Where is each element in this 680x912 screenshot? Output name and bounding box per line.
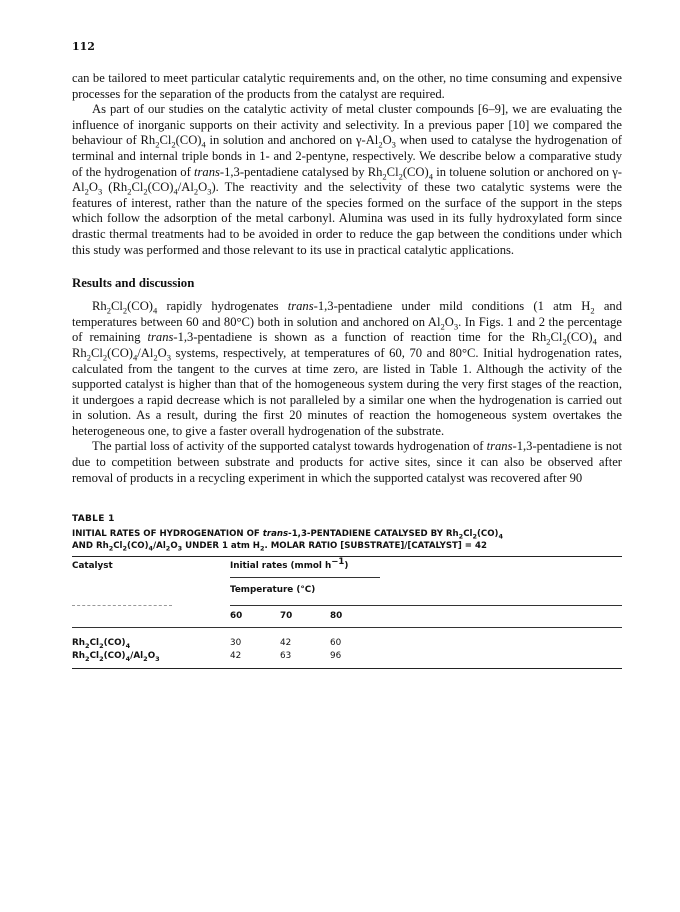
header-catalyst: Catalyst xyxy=(72,561,113,572)
cell: 96 xyxy=(330,651,342,662)
header-temp-80: 80 xyxy=(330,611,343,622)
header-temp-60: 60 xyxy=(230,611,243,622)
page-number: 112 xyxy=(72,40,95,53)
row-name: $Rh_2Cl_2(CO)_4$ xyxy=(72,638,131,650)
table-row xyxy=(72,638,622,651)
header-initial-rates: Initial rates (mmol $h^{-1}$) xyxy=(230,557,349,572)
header-temp-70: 70 xyxy=(280,611,293,622)
cell: 60 xyxy=(330,638,342,649)
page xyxy=(72,40,622,669)
cell: 30 xyxy=(230,638,242,649)
table-caption: INITIAL RATES OF HYDROGENATION OF trans-1,3-PENTADIENE CATALYSED BY $Rh_2Cl_2(CO)_4$ AND $Rh_2Cl_2(CO)_4/Al_2O_3$ UNDER 1 atm $H_2$. MOLAR RATIO [SUBSTRATE]/[CATALYST] = 42 xyxy=(72,529,503,553)
paragraph-1: can be tailored to meet particular catalytic requirements and, on the other, no time consuming and expensive processes for the separation of the products from the catalyst are required. xyxy=(72,71,622,101)
table-body xyxy=(72,557,622,669)
table-row xyxy=(72,651,622,664)
header-temperature: Temperature (°C) xyxy=(230,585,316,596)
table-label: TABLE 1 xyxy=(72,514,115,525)
cell: 42 xyxy=(280,638,292,649)
paragraph-3: $Rh_2Cl_2(CO)_4$ rapidly hydrogenates trans-1,3-pentadiene under mild conditions (1 atm $H_2$ and temperatures between 60 and 80°C) both in solution and anchored on $Al_2O_3$. In Figs. 1 and 2 the percentage of remaining trans-1,3-pentadiene is shown as a function of reaction time for the $Rh_2Cl_2(CO)_4$ and $Rh_2Cl_2(CO)_4/Al_2O_3$ systems, respectively, at temperatures of 60, 70 and 80°C. Initial hydrogenation rates, calculated from the tangent to the curves at time zero, are listed in Table 1. Although the activity of the supported catalyst is higher than that of the homogeneous system during the very first stages of the reaction, it undergoes a rapid decrease which is not paralleled by a similar one when the hydrogenation is carried out in solution. As a result, during the first 20 minutes of reaction the homogeneous system overtakes the heterogeneous one, to give a faster overall hydrogenation of the substrate. xyxy=(72,299,622,438)
table-1 xyxy=(72,514,622,669)
paragraph-4: The partial loss of activity of the supported catalyst towards hydrogenation of trans-1,3-pentadiene is not due to competition between substrate and products for active sites, since it can also be observed after removal of products in a recycling experiment in which the supported catalyst was recovered after 90 xyxy=(72,439,622,485)
paragraph-2: As part of our studies on the catalytic activity of metal cluster compounds [6–9], we are evaluating the influence of inorganic supports on their activity and selectivity. In a previous paper [10] we compared the behaviour of $Rh_2Cl_2(CO)_4$ in solution and anchored on $\gamma-Al_2O_3$ when used to catalyse the hydrogenation of terminal and internal triple bonds in 1- and 2-pentyne, respectively. We describe below a comparative study of the hydrogenation of trans-1,3-pentadiene catalysed by $Rh_2Cl_2(CO)_4$ in toluene solution or anchored on $\gamma-Al_2O_3$ $(Rh_2Cl_2(CO)_4/Al_2O_3)$. The reactivity and the selectivity of these two catalytic systems were the features of interest, rather than the nature of the species formed on the surface of the support in the steps which follow the adsorption of the metal carbonyl. Alumina was used in its fully hydroxylated form since drastic thermal treatments had to be avoided in order to reduce the gap between the conditions under which this study was performed and those relevant to its use in practical catalytic applications. xyxy=(72,102,622,257)
cell: 63 xyxy=(280,651,292,662)
section-heading: Results and discussion xyxy=(72,276,195,291)
cell: 42 xyxy=(230,651,242,662)
table-bottom-rule xyxy=(72,668,622,669)
row-name: $Rh_2Cl_2(CO)_4/Al_2O_3$ xyxy=(72,651,160,663)
